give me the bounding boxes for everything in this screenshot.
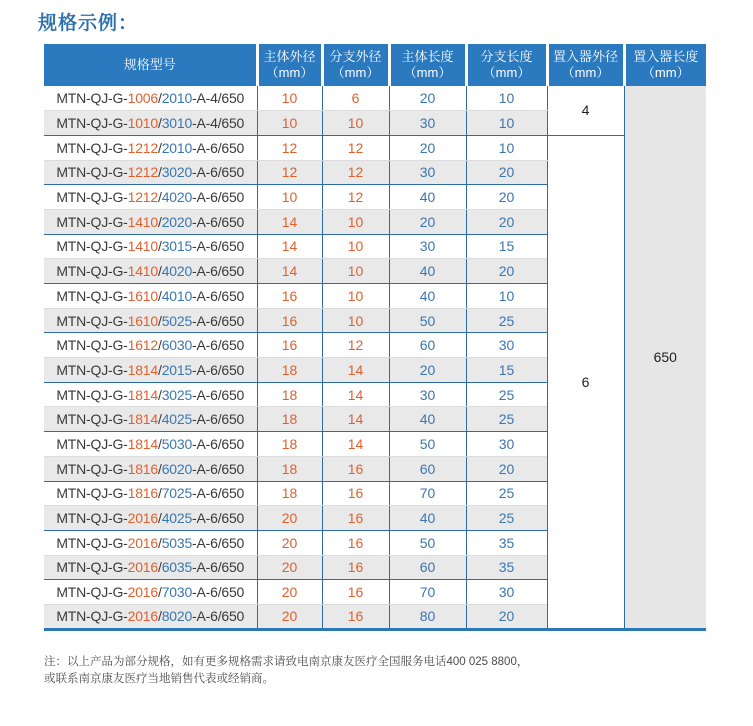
model-code-blue: 2015 xyxy=(161,361,193,378)
model-prefix: MTN-QJ-G- xyxy=(56,584,128,601)
branch-od-cell: 6 xyxy=(322,86,389,111)
footnote xyxy=(44,654,684,687)
model-prefix: MTN-QJ-G- xyxy=(56,460,128,477)
model-separator: / xyxy=(157,312,162,329)
model-suffix: -A-4/650 xyxy=(192,115,245,132)
body-len-cell: 30 xyxy=(389,111,466,136)
model-separator: / xyxy=(157,411,162,428)
model-suffix: -A-6/650 xyxy=(192,337,245,354)
model-code-blue: 5030 xyxy=(161,435,193,452)
model-code-blue: 4025 xyxy=(161,510,193,527)
model-suffix: -A-6/650 xyxy=(192,238,245,255)
column-header-label: 主体外径 xyxy=(263,48,316,64)
model-separator: / xyxy=(157,189,162,206)
model-suffix: -A-6/650 xyxy=(192,263,245,280)
model-separator: / xyxy=(157,90,162,107)
model-cell xyxy=(44,234,257,259)
model-suffix: -A-6/650 xyxy=(192,460,245,477)
body-len-cell: 70 xyxy=(389,580,466,605)
body-od-cell: 16 xyxy=(257,333,322,358)
branch-len-cell: 20 xyxy=(466,185,547,210)
branch-len-cell: 25 xyxy=(466,308,547,333)
model-code-orange: 1410 xyxy=(127,213,158,230)
table-header-row xyxy=(44,44,706,86)
model-separator: / xyxy=(157,213,162,230)
inserter-od-cell: 6 xyxy=(547,135,624,629)
model-suffix: -A-6/650 xyxy=(192,411,245,428)
model-cell xyxy=(44,358,257,383)
model-cell xyxy=(44,111,257,136)
branch-len-cell: 20 xyxy=(466,209,547,234)
body-od-cell: 18 xyxy=(257,358,322,383)
body-od-cell: 20 xyxy=(257,604,322,629)
body-len-cell: 60 xyxy=(389,333,466,358)
model-prefix: MTN-QJ-G- xyxy=(56,411,128,428)
model-cell xyxy=(44,135,257,160)
column-header-branch-od xyxy=(322,44,389,86)
body-len-cell: 40 xyxy=(389,407,466,432)
model-suffix: -A-6/650 xyxy=(192,510,245,527)
model-code-orange: 2016 xyxy=(127,534,158,551)
branch-od-cell: 16 xyxy=(322,530,389,555)
model-prefix: MTN-QJ-G- xyxy=(56,559,128,576)
model-cell xyxy=(44,284,257,309)
model-code-blue: 6020 xyxy=(161,460,193,477)
branch-od-cell: 16 xyxy=(322,604,389,629)
model-cell xyxy=(44,555,257,580)
model-code-orange: 2016 xyxy=(127,559,158,576)
model-code-blue: 4020 xyxy=(161,189,193,206)
column-header-unit: （mm） xyxy=(331,65,380,80)
model-cell xyxy=(44,308,257,333)
body-len-cell: 50 xyxy=(389,530,466,555)
body-len-cell: 40 xyxy=(389,284,466,309)
model-suffix: -A-6/650 xyxy=(192,559,245,576)
branch-len-cell: 35 xyxy=(466,555,547,580)
branch-od-cell: 10 xyxy=(322,209,389,234)
model-code-orange: 1612 xyxy=(127,337,158,354)
body-od-cell: 20 xyxy=(257,555,322,580)
body-len-cell: 50 xyxy=(389,432,466,457)
branch-od-cell: 16 xyxy=(322,555,389,580)
model-code-blue: 4010 xyxy=(161,287,193,304)
branch-len-cell: 15 xyxy=(466,358,547,383)
branch-len-cell: 20 xyxy=(466,259,547,284)
body-len-cell: 80 xyxy=(389,604,466,629)
model-prefix: MTN-QJ-G- xyxy=(56,115,128,132)
branch-od-cell: 10 xyxy=(322,111,389,136)
model-separator: / xyxy=(157,584,162,601)
model-code-blue: 7030 xyxy=(161,584,193,601)
model-cell xyxy=(44,209,257,234)
column-header-label: 规格型号 xyxy=(123,56,176,72)
model-code-blue: 6035 xyxy=(161,559,193,576)
branch-od-cell: 10 xyxy=(322,308,389,333)
model-separator: / xyxy=(157,559,162,576)
model-prefix: MTN-QJ-G- xyxy=(56,139,128,156)
column-header-unit: （mm） xyxy=(482,65,531,80)
model-suffix: -A-6/650 xyxy=(192,485,245,502)
inserter-len-cell: 650 xyxy=(624,86,706,629)
branch-len-cell: 20 xyxy=(466,456,547,481)
branch-od-cell: 16 xyxy=(322,580,389,605)
branch-len-cell: 30 xyxy=(466,580,547,605)
model-prefix: MTN-QJ-G- xyxy=(56,608,128,625)
model-cell xyxy=(44,604,257,629)
branch-len-cell: 10 xyxy=(466,135,547,160)
body-od-cell: 10 xyxy=(257,185,322,210)
model-code-blue: 3025 xyxy=(161,386,193,403)
model-suffix: -A-6/650 xyxy=(192,361,245,378)
body-od-cell: 10 xyxy=(257,86,322,111)
branch-len-cell: 35 xyxy=(466,530,547,555)
branch-od-cell: 12 xyxy=(322,135,389,160)
column-header-unit: （mm） xyxy=(641,65,690,80)
model-cell xyxy=(44,481,257,506)
body-len-cell: 30 xyxy=(389,234,466,259)
model-suffix: -A-6/650 xyxy=(192,287,245,304)
body-od-cell: 20 xyxy=(257,580,322,605)
branch-od-cell: 14 xyxy=(322,407,389,432)
model-prefix: MTN-QJ-G- xyxy=(56,386,128,403)
branch-len-cell: 25 xyxy=(466,481,547,506)
column-header-unit: （mm） xyxy=(403,65,452,80)
branch-od-cell: 14 xyxy=(322,432,389,457)
page-title: 规格示例： xyxy=(38,13,139,34)
model-code-orange: 1816 xyxy=(127,460,158,477)
model-suffix: -A-6/650 xyxy=(192,534,245,551)
model-separator: / xyxy=(157,460,162,477)
branch-od-cell: 10 xyxy=(322,284,389,309)
column-header-unit: （mm） xyxy=(265,65,314,80)
column-header-label: 主体长度 xyxy=(401,48,454,64)
model-separator: / xyxy=(157,337,162,354)
model-suffix: -A-6/650 xyxy=(192,435,245,452)
model-code-blue: 7025 xyxy=(161,485,193,502)
body-od-cell: 16 xyxy=(257,308,322,333)
body-od-cell: 14 xyxy=(257,234,322,259)
model-code-orange: 1814 xyxy=(127,361,158,378)
model-separator: / xyxy=(157,287,162,304)
model-code-orange: 1814 xyxy=(127,411,158,428)
branch-len-cell: 30 xyxy=(466,333,547,358)
body-od-cell: 14 xyxy=(257,259,322,284)
model-prefix: MTN-QJ-G- xyxy=(56,435,128,452)
spec-table xyxy=(44,44,706,631)
body-len-cell: 30 xyxy=(389,382,466,407)
model-prefix: MTN-QJ-G- xyxy=(56,238,128,255)
model-code-blue: 8020 xyxy=(161,608,193,625)
body-od-cell: 18 xyxy=(257,407,322,432)
body-od-cell: 20 xyxy=(257,506,322,531)
model-cell xyxy=(44,456,257,481)
body-len-cell: 60 xyxy=(389,555,466,580)
body-len-cell: 60 xyxy=(389,456,466,481)
model-code-orange: 1410 xyxy=(127,238,158,255)
body-len-cell: 40 xyxy=(389,185,466,210)
body-od-cell: 18 xyxy=(257,481,322,506)
model-separator: / xyxy=(157,361,162,378)
table-row xyxy=(44,135,706,160)
branch-len-cell: 25 xyxy=(466,382,547,407)
column-header-label: 置入器长度 xyxy=(633,48,699,64)
model-code-blue: 3020 xyxy=(161,164,193,181)
model-prefix: MTN-QJ-G- xyxy=(56,510,128,527)
model-suffix: -A-6/650 xyxy=(192,584,245,601)
model-prefix: MTN-QJ-G- xyxy=(56,213,128,230)
model-separator: / xyxy=(157,435,162,452)
model-suffix: -A-6/650 xyxy=(192,164,245,181)
model-code-orange: 1212 xyxy=(127,139,158,156)
model-separator: / xyxy=(157,164,162,181)
branch-len-cell: 25 xyxy=(466,407,547,432)
model-suffix: -A-6/650 xyxy=(192,386,245,403)
model-separator: / xyxy=(157,510,162,527)
branch-len-cell: 20 xyxy=(466,160,547,185)
branch-len-cell: 20 xyxy=(466,604,547,629)
branch-len-cell: 25 xyxy=(466,506,547,531)
model-cell xyxy=(44,432,257,457)
model-suffix: -A-4/650 xyxy=(192,90,245,107)
model-cell xyxy=(44,185,257,210)
model-prefix: MTN-QJ-G- xyxy=(56,337,128,354)
model-prefix: MTN-QJ-G- xyxy=(56,485,128,502)
model-code-blue: 6030 xyxy=(161,337,193,354)
model-cell xyxy=(44,259,257,284)
model-code-blue: 2010 xyxy=(161,139,193,156)
column-header-branch-len xyxy=(466,44,547,86)
inserter-od-cell: 4 xyxy=(547,86,624,135)
body-len-cell: 20 xyxy=(389,135,466,160)
model-prefix: MTN-QJ-G- xyxy=(56,90,128,107)
branch-od-cell: 12 xyxy=(322,160,389,185)
model-separator: / xyxy=(157,263,162,280)
column-header-label: 分支长度 xyxy=(480,48,533,64)
model-separator: / xyxy=(157,139,162,156)
model-cell xyxy=(44,506,257,531)
branch-od-cell: 12 xyxy=(322,185,389,210)
branch-len-cell: 30 xyxy=(466,432,547,457)
model-cell xyxy=(44,530,257,555)
model-code-orange: 2016 xyxy=(127,510,158,527)
branch-od-cell: 10 xyxy=(322,234,389,259)
model-code-orange: 1610 xyxy=(127,312,158,329)
footnote-line-1: 注：以上产品为部分规格，如有更多规格需求请致电南京康友医疗全国服务电话400 025 8800， xyxy=(44,656,529,668)
branch-od-cell: 16 xyxy=(322,481,389,506)
model-suffix: -A-6/650 xyxy=(192,608,245,625)
column-header-body-len xyxy=(389,44,466,86)
model-code-orange: 1010 xyxy=(127,115,158,132)
body-od-cell: 12 xyxy=(257,135,322,160)
model-prefix: MTN-QJ-G- xyxy=(56,263,128,280)
branch-od-cell: 14 xyxy=(322,382,389,407)
model-code-blue: 5025 xyxy=(161,312,193,329)
body-od-cell: 14 xyxy=(257,209,322,234)
model-cell xyxy=(44,382,257,407)
model-cell xyxy=(44,407,257,432)
model-prefix: MTN-QJ-G- xyxy=(56,287,128,304)
model-code-blue: 4020 xyxy=(161,263,193,280)
body-od-cell: 18 xyxy=(257,456,322,481)
body-od-cell: 18 xyxy=(257,432,322,457)
model-separator: / xyxy=(157,115,162,132)
column-header-inserter-len xyxy=(624,44,706,86)
model-separator: / xyxy=(157,534,162,551)
body-len-cell: 20 xyxy=(389,86,466,111)
model-prefix: MTN-QJ-G- xyxy=(56,164,128,181)
model-code-blue: 2020 xyxy=(161,213,193,230)
branch-len-cell: 15 xyxy=(466,234,547,259)
column-header-body-od xyxy=(257,44,322,86)
body-len-cell: 40 xyxy=(389,506,466,531)
model-code-blue: 3015 xyxy=(161,238,193,255)
model-code-blue: 5035 xyxy=(161,534,193,551)
branch-od-cell: 16 xyxy=(322,456,389,481)
body-len-cell: 70 xyxy=(389,481,466,506)
model-code-orange: 1816 xyxy=(127,485,158,502)
model-code-blue: 4025 xyxy=(161,411,193,428)
body-od-cell: 20 xyxy=(257,530,322,555)
model-suffix: -A-6/650 xyxy=(192,189,245,206)
model-code-blue: 3010 xyxy=(161,115,193,132)
body-len-cell: 20 xyxy=(389,209,466,234)
body-len-cell: 20 xyxy=(389,358,466,383)
model-prefix: MTN-QJ-G- xyxy=(56,534,128,551)
model-suffix: -A-6/650 xyxy=(192,312,245,329)
model-separator: / xyxy=(157,485,162,502)
body-od-cell: 10 xyxy=(257,111,322,136)
model-suffix: -A-6/650 xyxy=(192,139,245,156)
column-header-label: 分支外径 xyxy=(329,48,382,64)
body-len-cell: 30 xyxy=(389,160,466,185)
column-header-label: 置入器外径 xyxy=(552,48,618,64)
model-prefix: MTN-QJ-G- xyxy=(56,189,128,206)
model-cell xyxy=(44,160,257,185)
column-header-inserter-od xyxy=(547,44,624,86)
footnote-line-2: 或联系南京康友医疗当地销售代表或经销商。 xyxy=(44,672,274,685)
branch-od-cell: 10 xyxy=(322,259,389,284)
model-separator: / xyxy=(157,238,162,255)
model-code-blue: 2010 xyxy=(161,90,193,107)
model-prefix: MTN-QJ-G- xyxy=(56,312,128,329)
model-cell xyxy=(44,580,257,605)
body-od-cell: 12 xyxy=(257,160,322,185)
model-separator: / xyxy=(157,386,162,403)
branch-len-cell: 10 xyxy=(466,284,547,309)
model-code-orange: 1814 xyxy=(127,435,158,452)
body-od-cell: 18 xyxy=(257,382,322,407)
model-code-orange: 1610 xyxy=(127,287,158,304)
column-header-unit: （mm） xyxy=(561,65,610,80)
model-code-orange: 1212 xyxy=(127,164,158,181)
model-code-orange: 2016 xyxy=(127,584,158,601)
table-row xyxy=(44,86,706,111)
model-cell xyxy=(44,333,257,358)
model-cell xyxy=(44,86,257,111)
model-code-orange: 1410 xyxy=(127,263,158,280)
branch-len-cell: 10 xyxy=(466,86,547,111)
model-code-orange: 2016 xyxy=(127,608,158,625)
model-prefix: MTN-QJ-G- xyxy=(56,361,128,378)
column-header-spec-model xyxy=(44,44,257,86)
model-code-orange: 1814 xyxy=(127,386,158,403)
model-code-orange: 1212 xyxy=(127,189,158,206)
branch-od-cell: 16 xyxy=(322,506,389,531)
model-separator: / xyxy=(157,608,162,625)
body-od-cell: 16 xyxy=(257,284,322,309)
branch-len-cell: 10 xyxy=(466,111,547,136)
body-len-cell: 50 xyxy=(389,308,466,333)
model-suffix: -A-6/650 xyxy=(192,213,245,230)
model-code-orange: 1006 xyxy=(127,90,158,107)
branch-od-cell: 12 xyxy=(322,333,389,358)
body-len-cell: 40 xyxy=(389,259,466,284)
branch-od-cell: 14 xyxy=(322,358,389,383)
